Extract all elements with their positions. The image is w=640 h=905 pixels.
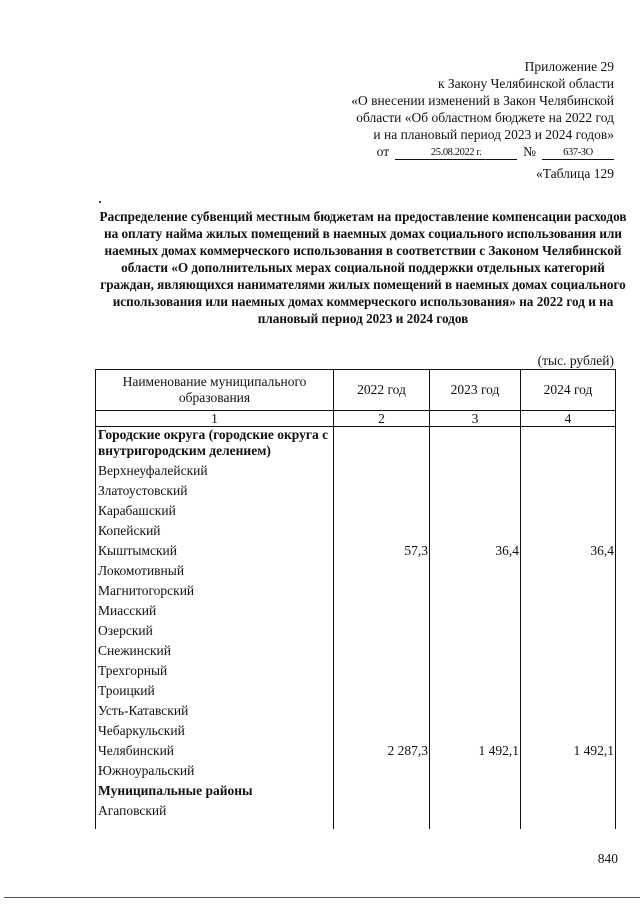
municipality-name: Локомотивный [96, 559, 334, 579]
appendix-header [294, 58, 614, 160]
value-2022: 57,3 [334, 539, 430, 559]
value-2024 [521, 759, 616, 779]
value-2022 [334, 619, 430, 639]
value-2023 [430, 479, 521, 499]
units-label: (тыс. рублей) [537, 353, 614, 368]
group-label: Городские округа (городские округа с внутригородским делением) [96, 427, 334, 460]
municipality-name: Кыштымский [96, 539, 334, 559]
value-2022 [334, 519, 430, 539]
value-2022 [334, 499, 430, 519]
table-row [96, 639, 616, 659]
value-2023 [430, 599, 521, 619]
subventions-table [95, 369, 616, 829]
law-number: 637-ЗО [542, 146, 614, 160]
table-row [96, 599, 616, 619]
column-number: 3 [430, 411, 521, 427]
municipality-name: Верхнеуфалейский [96, 459, 334, 479]
group-row-city-districts [96, 427, 616, 460]
value-2022 [334, 699, 430, 719]
municipality-name: Копейский [96, 519, 334, 539]
table-row [96, 579, 616, 599]
value-2024 [521, 639, 616, 659]
value-2023 [430, 499, 521, 519]
value-2024 [521, 619, 616, 639]
table-row [96, 699, 616, 719]
value-2022 [334, 679, 430, 699]
value-2023 [430, 639, 521, 659]
law-date: 25.08.2022 г. [395, 146, 517, 160]
municipality-name: Троицкий [96, 679, 334, 699]
value-2022 [334, 459, 430, 479]
value-2022: 2 287,3 [334, 739, 430, 759]
appendix-law-line: и на плановый период 2023 и 2024 годов» [373, 127, 614, 142]
value-2023 [430, 659, 521, 679]
group-row-municipal-districts [96, 779, 616, 799]
value-2022 [334, 719, 430, 739]
law-date-number-row [294, 143, 614, 160]
table-header-row [96, 370, 616, 411]
value-2023 [430, 619, 521, 639]
municipality-name: Южноуральский [96, 759, 334, 779]
table-row [96, 619, 616, 639]
value-2024 [521, 799, 616, 819]
value-2024 [521, 699, 616, 719]
table-row [96, 539, 616, 559]
column-number-row [96, 411, 616, 427]
value-2024 [521, 519, 616, 539]
municipality-name: Озерский [96, 619, 334, 639]
municipality-name: Усть-Катавский [96, 699, 334, 719]
value-2024: 1 492,1 [521, 739, 616, 759]
value-2023 [430, 759, 521, 779]
table-row [96, 659, 616, 679]
value-2024 [521, 559, 616, 579]
value-2024 [521, 659, 616, 679]
municipality-name: Миасский [96, 599, 334, 619]
value-2022 [334, 659, 430, 679]
value-2024 [521, 499, 616, 519]
value-2024: 36,4 [521, 539, 616, 559]
value-2023: 1 492,1 [430, 739, 521, 759]
header-municipality: Наименование муниципального образования [96, 370, 334, 411]
header-2023: 2023 год [430, 370, 521, 411]
table-row [96, 739, 616, 759]
table-row [96, 799, 616, 819]
municipality-name: Челябинский [96, 739, 334, 759]
page-number: 840 [597, 851, 618, 866]
value-2022 [334, 599, 430, 619]
value-2024 [521, 679, 616, 699]
column-number: 1 [96, 411, 334, 427]
table-row [96, 679, 616, 699]
municipality-name: Снежинский [96, 639, 334, 659]
table-label: «Таблица 129 [536, 166, 614, 181]
municipality-name: Чебаркульский [96, 719, 334, 739]
municipality-name: Агаповский [96, 799, 334, 819]
date-prefix: от [376, 144, 390, 159]
appendix-law-line: области «Об областном бюджете на 2022 год [356, 110, 614, 125]
value-2023 [430, 679, 521, 699]
table-continuation [96, 819, 616, 829]
table-row [96, 459, 616, 479]
municipality-name: Трехгорный [96, 659, 334, 679]
value-2024 [521, 479, 616, 499]
value-2024 [521, 459, 616, 479]
municipality-name: Карабашский [96, 499, 334, 519]
column-number: 2 [334, 411, 430, 427]
value-2023 [430, 799, 521, 819]
header-2024: 2024 год [521, 370, 616, 411]
table-row [96, 759, 616, 779]
header-2022: 2022 год [334, 370, 430, 411]
number-prefix: № [523, 144, 536, 159]
table-row [96, 479, 616, 499]
speck-mark [99, 201, 101, 203]
document-title: Распределение субвенций местным бюджетам на предоставление компенсации расходов на оплату найма жилых помещений в наемных домах социального использования или наемных домах коммерческого использования в соответствии с Законом Челябинской области «О дополнительных мерах социальной поддержки отдельных категорий граждан, являющихся нанимателями жилых помещений в наемных домах социального использования или наемных домах коммерческого использования» на 2022 год и на плановый период 2023 и 2024 годов [99, 209, 627, 326]
municipality-name: Магнитогорский [96, 579, 334, 599]
value-2022 [334, 639, 430, 659]
appendix-law-line: «О внесении изменений в Закон Челябинской [351, 93, 614, 108]
column-number: 4 [521, 411, 616, 427]
page-bottom-divider [4, 897, 640, 898]
value-2023 [430, 579, 521, 599]
table-row [96, 719, 616, 739]
appendix-law-line: к Закону Челябинской области [437, 76, 614, 91]
value-2023 [430, 559, 521, 579]
value-2022 [334, 479, 430, 499]
municipality-name: Златоустовский [96, 479, 334, 499]
value-2023 [430, 719, 521, 739]
value-2023: 36,4 [430, 539, 521, 559]
value-2023 [430, 699, 521, 719]
value-2024 [521, 579, 616, 599]
value-2023 [430, 459, 521, 479]
table-row [96, 499, 616, 519]
table-row [96, 559, 616, 579]
value-2022 [334, 759, 430, 779]
group-label: Муниципальные районы [96, 779, 334, 799]
value-2022 [334, 579, 430, 599]
value-2024 [521, 719, 616, 739]
value-2024 [521, 599, 616, 619]
value-2022 [334, 559, 430, 579]
table-row [96, 519, 616, 539]
value-2022 [334, 799, 430, 819]
appendix-title: Приложение 29 [524, 59, 614, 74]
value-2023 [430, 519, 521, 539]
